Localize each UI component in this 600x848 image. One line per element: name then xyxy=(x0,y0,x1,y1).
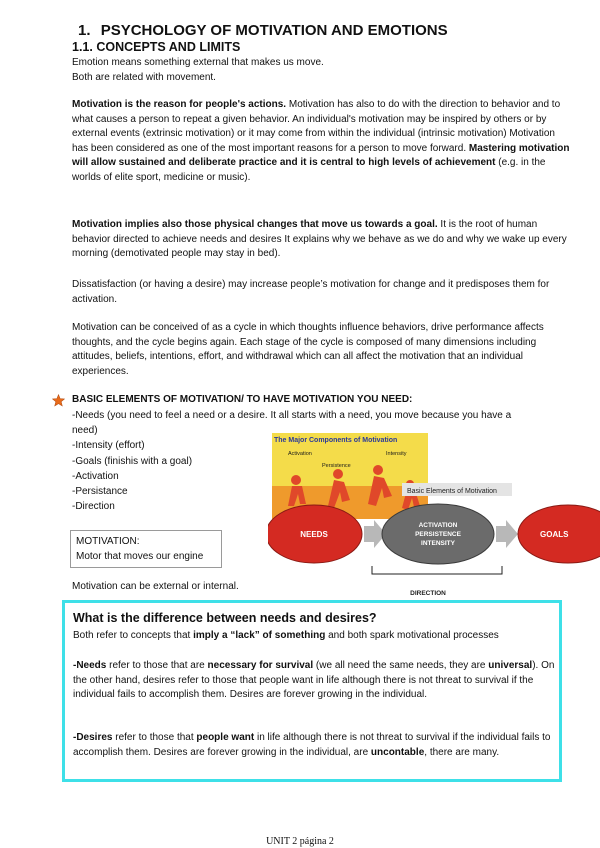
intro-block xyxy=(72,56,572,85)
list-item: -Goals (finishis with a goal) xyxy=(72,455,193,467)
goals-label: GOALS xyxy=(540,530,569,539)
intro-line-1: Emotion means something external that makes us move. xyxy=(72,57,324,68)
box-needs-paragraph xyxy=(73,659,557,703)
figure-label-activation: Activation xyxy=(288,451,312,457)
para1-bold-2: Mastering motivation will allow sustained and deliberate practice and it is central to high levels of achievement xyxy=(72,142,570,169)
direction-bracket xyxy=(372,566,502,574)
needs-text-3: ). On the other hand, desires refer to those that people want in life although there is not threat to survival if the individual fails to accomplish them. Desires are forever growing in the individual. xyxy=(73,660,555,701)
middle-label-persistence: PERSISTENCE xyxy=(415,531,461,538)
desires-text-2: in life although there is not threat to survival if the individual fails to accomplish them. Desires are forever growing in the individual, are xyxy=(73,732,551,758)
list-item: need) xyxy=(72,425,98,437)
needs-text-2: (we all need the same needs, they are xyxy=(313,660,489,671)
arrow-right-icon xyxy=(496,520,518,548)
intro-line-2: Both are related with movement. xyxy=(72,71,216,83)
para1-bold-1: Motivation is the reason for people's actions. xyxy=(72,99,287,110)
list-item: -Persistance xyxy=(72,486,128,498)
figure-label-intensity: Intensity xyxy=(386,451,407,457)
desires-text-1: refer to those that xyxy=(112,732,197,743)
heading-title: PSYCHOLOGY OF MOTIVATION AND EMOTIONS xyxy=(100,22,448,39)
list-item: -Intensity (effort) xyxy=(72,440,145,452)
motivation-diagram xyxy=(268,430,600,602)
paragraph-motivation-reason xyxy=(72,98,570,186)
list-item: -Activation xyxy=(72,470,119,482)
figure-label-persistence: Persistence xyxy=(322,463,351,469)
motivation-figure xyxy=(268,430,600,602)
external-internal-text: Motivation can be external or internal. xyxy=(72,581,239,592)
star-icon xyxy=(52,394,65,407)
desires-term: -Desires xyxy=(73,732,113,743)
paragraph-dissatisfaction: Dissatisfaction (or having a desire) may increase people’s motivation for change and it predisposes them for activation. xyxy=(72,279,550,305)
para1-text-2: (e.g. in the worlds of elite sport, medicine or music). xyxy=(72,157,546,183)
direction-label: DIRECTION xyxy=(410,590,446,597)
box-desires-paragraph xyxy=(73,731,557,760)
list-item: -Needs (you need to feel a need or a desire. It all starts with a need, you move because you have a xyxy=(72,410,512,421)
needs-text-1: refer to those that are xyxy=(106,660,208,671)
box-intro xyxy=(73,629,557,644)
box-intro-bold: imply a “lack” of something xyxy=(193,630,326,641)
needs-label: NEEDS xyxy=(300,530,328,539)
desires-bold-2: uncontable xyxy=(370,746,425,758)
box-intro-text-2: and both spark motivational processes xyxy=(325,630,499,641)
box-intro-text-1: Both refer to concepts that xyxy=(73,630,194,641)
figure-caption: Basic Elements of Motivation xyxy=(407,488,497,495)
box-title: What is the difference between needs and desires? xyxy=(73,611,377,625)
para2-bold: Motivation implies also those physical changes that move us towards a goal. xyxy=(72,219,438,230)
paragraph-physical-changes xyxy=(72,218,570,262)
needs-bold-1: necessary for survival xyxy=(207,660,314,671)
page-heading xyxy=(78,22,448,39)
middle-label-activation: ACTIVATION xyxy=(418,522,458,529)
motor-box-title: MOTIVATION: xyxy=(76,536,140,547)
needs-term: -Needs xyxy=(73,660,107,671)
motivation-motor-box xyxy=(70,530,222,568)
motor-box-text: Motor that moves our engine xyxy=(76,551,204,562)
para2-text: It is the root of human behavior directed to achieve needs and desires It explains why we behave as we do and why we wake up every morning (demotivated people may stay in bed). xyxy=(72,219,567,260)
middle-label-intensity: INTENSITY xyxy=(421,540,455,547)
needs-bold-2: universal xyxy=(488,660,533,671)
list-item: -Direction xyxy=(72,501,115,513)
section-subheading: 1.1. CONCEPTS AND LIMITS xyxy=(72,40,241,54)
para1-text-1: Motivation has also to do with the direction to behavior and to what causes a person to repeat a given behavior. An individual's motivation may be inspired by others or by external events (extrinsic motivation) or it may come from within the individual (intrinsic motivation) Motivation has been considered as one of the most important reasons for a person to move forward. xyxy=(72,99,561,154)
page-footer: UNIT 2 página 2 xyxy=(266,836,334,847)
needs-desires-box xyxy=(62,600,562,782)
paragraph-cycle: Motivation can be conceived of as a cycle in which thoughts influence behaviors, drive performance affects thoughts, and the cycle begins again. Each stage of the cycle is composed of many dimensions including attitudes, beliefs, intentions, effort, and withdrawal which can all affect the motivation that an individual experiences. xyxy=(72,322,544,377)
desires-bold-1: people want xyxy=(196,732,255,743)
figure-top-title: The Major Components of Motivation xyxy=(274,437,398,444)
desires-text-3: , there are many. xyxy=(424,746,500,758)
basic-elements-title: BASIC ELEMENTS OF MOTIVATION/ TO HAVE MOTIVATION YOU NEED: xyxy=(72,394,413,405)
heading-number: 1. xyxy=(78,22,91,39)
